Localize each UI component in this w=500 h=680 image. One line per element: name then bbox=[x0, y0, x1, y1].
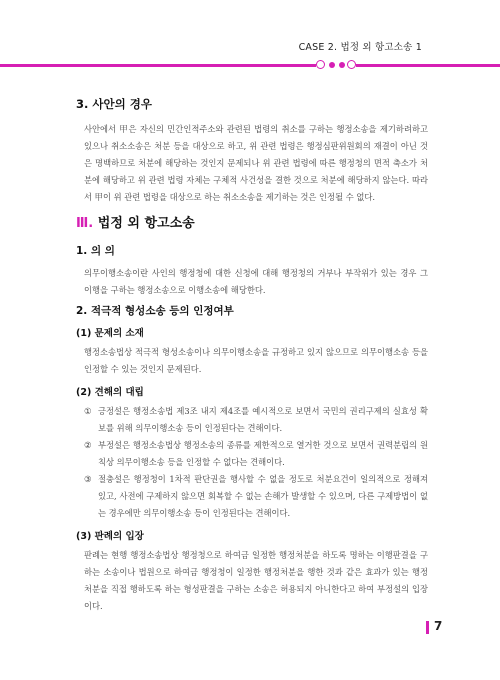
opinion-item bbox=[84, 403, 428, 437]
subsection-1-body: 의무이행소송이란 사인의 행정청에 대한 신청에 대해 행정청의 거부나 부작위가 있는 경우 그 이행을 구하는 행정소송으로 이행소송에 해당한다. bbox=[84, 268, 428, 295]
section-3 bbox=[76, 96, 428, 206]
item-text: 부정설은 행정소송법상 행정소송의 종류를 제한적으로 열거한 것으로 보면서 권력분립의 원칙상 의무이행소송 등을 인정할 수 없다는 견해이다. bbox=[98, 440, 428, 467]
header-rule-right bbox=[356, 64, 500, 67]
opinion-item bbox=[84, 471, 428, 522]
chapter-numeral: Ⅲ. bbox=[76, 216, 94, 231]
subsection-2 bbox=[76, 303, 428, 615]
header-dots-ornament bbox=[314, 58, 358, 72]
header-rule-left bbox=[0, 64, 316, 67]
item-marker: ③ bbox=[84, 474, 92, 484]
precedent-title: (3) 판례의 입장 bbox=[76, 531, 144, 542]
running-header: CASE 2. 법정 외 항고소송 1 bbox=[298, 42, 422, 53]
subsection-1 bbox=[76, 243, 428, 299]
subsection-1-title: 1. 의 의 bbox=[76, 245, 115, 257]
page-number: 7 bbox=[434, 619, 443, 633]
opinions-list bbox=[76, 403, 428, 522]
precedent-body: 판례는 현행 행정소송법상 행정청으로 하여금 일정한 행정처분을 하도록 명하는 이행판결을 구하는 소송이나 법원으로 하여금 행정청이 일정한 행정처분을 행한 것과 같은 효과가 있는 행정처분을 직접 행하도록 하는 형성판결을 구하는 소송은 허용되지 아니한다고 하여 부정설의 입장이다. bbox=[84, 550, 428, 611]
subsection-2-title: 2. 적극적 형성소송 등의 인정여부 bbox=[76, 305, 234, 317]
item-marker: ① bbox=[84, 406, 92, 416]
chapter-title: 법정 외 항고소송 bbox=[97, 216, 195, 231]
item-text: 절충설은 행정청이 1차적 판단권을 행사할 수 없을 정도로 처분요건이 일의적으로 정해져 있고, 사전에 구제하지 않으면 회복할 수 없는 손해가 발생할 수 있으며, 다른 구제방법이 없는 경우에만 의무이행소송 등이 인정된다는 견해이다. bbox=[98, 474, 428, 518]
section-3-body: 사안에서 甲은 자신의 민간인적주소와 관련된 법령의 취소를 구하는 행정소송을 제기하려하고 있으나 취소소송은 처분 등을 대상으로 하고, 위 관련 법령은 행정심판위원회의 재결이 아닌 것은 명백하므로 처분에 해당하는 것인지 문제되나 위 관련 법령에 따른 행정청의 면적 축소가 처분에 해당하고 위 관련 법령 자체는 구체적 사건성을 결한 것으로 처분에 해당하지 않는다. 따라서 甲이 위 관련 법령을 대상으로 하는 취소소송을 제기하는 것은 인정될 수 없다. bbox=[84, 124, 428, 202]
opinion-item bbox=[84, 437, 428, 471]
item-text: 긍정설은 행정소송법 제3조 내지 제4조를 예시적으로 보면서 국민의 권리구제의 실효성 확보를 위해 의무이행소송 등이 인정된다는 견해이다. bbox=[98, 406, 428, 433]
issue-title: (1) 문제의 소재 bbox=[76, 328, 144, 339]
item-marker: ② bbox=[84, 440, 92, 450]
chapter-heading bbox=[76, 212, 195, 231]
opinions-title: (2) 견해의 대립 bbox=[76, 387, 144, 398]
page-number-bar bbox=[426, 621, 429, 634]
issue-body: 행정소송법상 적극적 형성소송이나 의무이행소송을 규정하고 있지 않으므로 의무이행소송 등을 인정할 수 있는 것인지 문제된다. bbox=[84, 347, 428, 374]
section-3-title: 3. 사안의 경우 bbox=[76, 97, 152, 111]
